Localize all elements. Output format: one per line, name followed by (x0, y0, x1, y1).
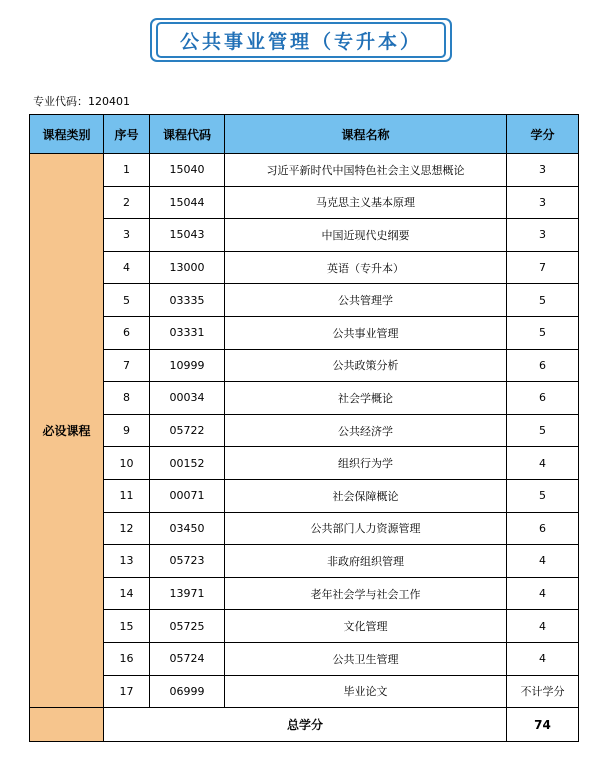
course-credit: 7 (507, 251, 579, 284)
course-seq: 7 (104, 349, 150, 382)
header-name: 课程名称 (225, 115, 507, 154)
course-code: 06999 (150, 675, 225, 708)
course-seq: 4 (104, 251, 150, 284)
course-code: 00152 (150, 447, 225, 480)
course-name: 习近平新时代中国特色社会主义思想概论 (225, 154, 507, 187)
course-seq: 11 (104, 479, 150, 512)
course-credit: 5 (507, 316, 579, 349)
header-credit: 学分 (507, 115, 579, 154)
table-row (30, 349, 579, 382)
total-category-cell (30, 708, 104, 742)
course-credit: 5 (507, 479, 579, 512)
course-table-body (30, 154, 579, 708)
table-header-row (30, 115, 579, 154)
course-seq: 15 (104, 610, 150, 643)
course-name: 社会学概论 (225, 382, 507, 415)
total-row (30, 708, 579, 742)
course-seq: 3 (104, 219, 150, 252)
course-code: 00071 (150, 479, 225, 512)
table-row (30, 479, 579, 512)
course-credit: 6 (507, 512, 579, 545)
course-code: 00034 (150, 382, 225, 415)
course-code: 05724 (150, 642, 225, 675)
table-row (30, 577, 579, 610)
course-name: 老年社会学与社会工作 (225, 577, 507, 610)
table-row (30, 545, 579, 578)
course-credit: 6 (507, 349, 579, 382)
course-credit: 5 (507, 284, 579, 317)
course-name: 公共事业管理 (225, 316, 507, 349)
table-row (30, 512, 579, 545)
course-code: 05725 (150, 610, 225, 643)
course-seq: 2 (104, 186, 150, 219)
course-credit: 4 (507, 642, 579, 675)
table-row (30, 251, 579, 284)
course-code: 15043 (150, 219, 225, 252)
course-credit: 4 (507, 447, 579, 480)
major-code: 专业代码：120401 (33, 95, 130, 108)
course-code: 05723 (150, 545, 225, 578)
course-code: 03335 (150, 284, 225, 317)
course-credit: 不计学分 (507, 675, 579, 708)
course-credit: 4 (507, 610, 579, 643)
course-code: 15044 (150, 186, 225, 219)
course-code: 10999 (150, 349, 225, 382)
table-row (30, 382, 579, 415)
course-code: 03331 (150, 316, 225, 349)
course-name: 社会保障概论 (225, 479, 507, 512)
header-code: 课程代码 (150, 115, 225, 154)
course-name: 毕业论文 (225, 675, 507, 708)
course-credit: 3 (507, 219, 579, 252)
header-category: 课程类别 (30, 115, 104, 154)
course-seq: 10 (104, 447, 150, 480)
total-value: 74 (507, 708, 579, 742)
course-credit: 5 (507, 414, 579, 447)
course-name: 公共卫生管理 (225, 642, 507, 675)
course-seq: 14 (104, 577, 150, 610)
course-code: 05722 (150, 414, 225, 447)
course-credit: 4 (507, 545, 579, 578)
course-seq: 5 (104, 284, 150, 317)
course-name: 中国近现代史纲要 (225, 219, 507, 252)
course-name: 英语（专升本） (225, 251, 507, 284)
course-name: 公共管理学 (225, 284, 507, 317)
header-seq: 序号 (104, 115, 150, 154)
course-code: 13971 (150, 577, 225, 610)
table-row (30, 414, 579, 447)
table-row (30, 186, 579, 219)
page-title: 公共事业管理（专升本） (179, 30, 422, 53)
course-code: 03450 (150, 512, 225, 545)
course-table (29, 114, 579, 742)
course-seq: 16 (104, 642, 150, 675)
course-name: 非政府组织管理 (225, 545, 507, 578)
course-seq: 13 (104, 545, 150, 578)
title-inner-frame (156, 22, 446, 58)
course-seq: 12 (104, 512, 150, 545)
course-name: 马克思主义基本原理 (225, 186, 507, 219)
total-label: 总学分 (104, 708, 507, 742)
table-row (30, 284, 579, 317)
course-name: 公共经济学 (225, 414, 507, 447)
course-code: 15040 (150, 154, 225, 187)
category-cell: 必设课程 (30, 154, 104, 708)
course-seq: 1 (104, 154, 150, 187)
course-seq: 8 (104, 382, 150, 415)
course-credit: 4 (507, 577, 579, 610)
course-seq: 6 (104, 316, 150, 349)
course-name: 文化管理 (225, 610, 507, 643)
course-name: 组织行为学 (225, 447, 507, 480)
course-name: 公共部门人力资源管理 (225, 512, 507, 545)
title-banner (150, 18, 452, 62)
course-seq: 9 (104, 414, 150, 447)
course-name: 公共政策分析 (225, 349, 507, 382)
table-row (30, 447, 579, 480)
course-code: 13000 (150, 251, 225, 284)
table-row (30, 316, 579, 349)
table-row (30, 675, 579, 708)
course-credit: 6 (507, 382, 579, 415)
course-seq: 17 (104, 675, 150, 708)
table-row (30, 610, 579, 643)
table-row (30, 219, 579, 252)
course-credit: 3 (507, 154, 579, 187)
table-row (30, 154, 579, 187)
table-row (30, 642, 579, 675)
course-credit: 3 (507, 186, 579, 219)
